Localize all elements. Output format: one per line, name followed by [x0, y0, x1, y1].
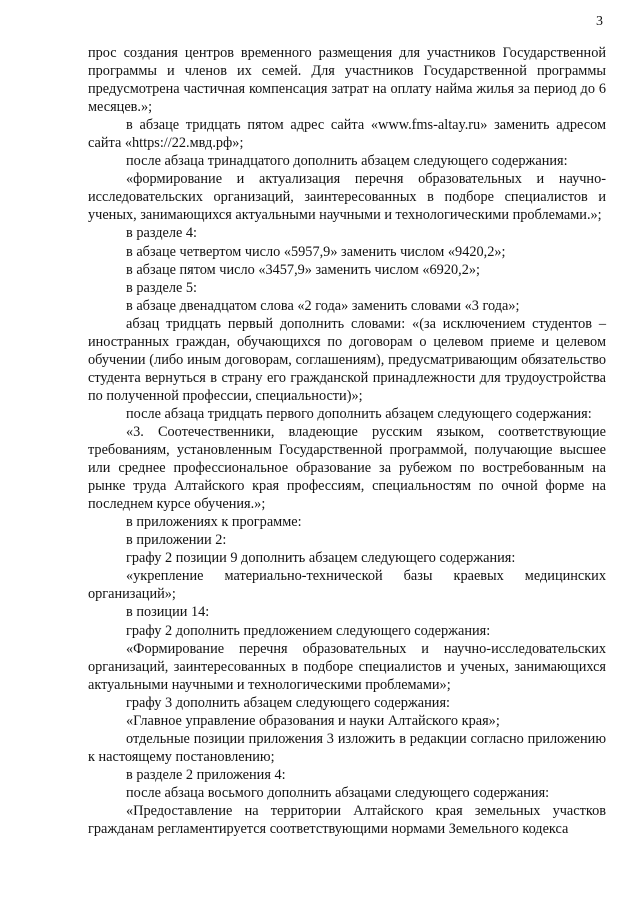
paragraph-18: графу 2 дополнить предложением следующего содержания:	[126, 622, 491, 639]
paragraph-12: «3. Соотечественники, владеющие русским языком, соответствующие требованиям, установленным Государственной программой, получающие высшее или среднее профессиональное образование за рубежом по востребованным на рынке труда Алтайского края профессиям, специальностям по очной форме на последнем курсе обучения.»;	[88, 423, 606, 513]
paragraph-16: «укрепление материально-технической базы краевых медицинских организаций»;	[88, 568, 606, 603]
paragraph-22: отдельные позиции приложения 3 изложить в редакции согласно приложению к настоящему постановлению;	[88, 730, 606, 765]
paragraph-10: абзац тридцать первый дополнить словами: «(за исключением студентов – иностранных граждан, обучающихся по договорам о целевом приеме и целевом обучении (либо иным договорам, соглашениям), предусматривающим обязательство студента вернуться в страну его гражданской принадлежности для трудоустройства по полученной профессии, специальности)»;	[88, 315, 606, 404]
paragraph-3: после абзаца тринадцатого дополнить абзацем следующего содержания:	[126, 153, 568, 170]
document-body	[88, 44, 606, 838]
paragraph-6: в абзаце четвертом число «5957,9» заменить числом «9420,2»;	[126, 243, 506, 260]
paragraph-15: графу 2 позиции 9 дополнить абзацем следующего содержания:	[126, 550, 516, 567]
paragraph-2: в абзаце тридцать пятом адрес сайта «www.fms-altay.ru» заменить адресом сайта «https://22.мвд.рф»;	[88, 117, 606, 152]
paragraph-17: в позиции 14:	[126, 604, 210, 621]
paragraph-21: «Главное управление образования и науки Алтайского края»;	[126, 712, 500, 729]
paragraph-7: в абзаце пятом число «3457,9» заменить числом «6920,2»;	[126, 261, 480, 278]
paragraph-4: «формирование и актуализация перечня образовательных и научно-исследовательских организаций, заинтересованных в подборе специалистов и ученых, занимающихся актуальными научными и технологическими проблемами.»;	[88, 171, 606, 224]
paragraph-5: в разделе 4:	[126, 225, 198, 242]
paragraph-20: графу 3 дополнить абзацем следующего содержания:	[126, 694, 451, 711]
paragraph-1: прос создания центров временного размещения для участников Государственной программы и членов их семей. Для участников Государственной программы предусмотрена частичная компенсация затрат на оплату найма жилья за период до 6 месяцев.»;	[88, 45, 606, 116]
paragraph-11: после абзаца тридцать первого дополнить абзацем следующего содержания:	[126, 405, 592, 422]
paragraph-13: в приложениях к программе:	[126, 514, 302, 531]
page-number: 3	[596, 14, 603, 29]
paragraph-24: после абзаца восьмого дополнить абзацами следующего содержания:	[126, 784, 550, 801]
paragraph-8: в разделе 5:	[126, 279, 198, 296]
paragraph-14: в приложении 2:	[126, 532, 227, 549]
paragraph-19: «Формирование перечня образовательных и научно-исследовательских организаций, заинтересованных в подборе специалистов и ученых, занимающихся актуальными научными и технологическими проблемами»;	[88, 640, 606, 693]
paragraph-23: в разделе 2 приложения 4:	[126, 766, 286, 783]
paragraph-25: «Предоставление на территории Алтайского края земельных участков гражданам регламентируется соответствующими нормами Земельного кодекса	[88, 802, 606, 838]
paragraph-9: в абзаце двенадцатом слова «2 года» заменить словами «3 года»;	[126, 297, 520, 314]
